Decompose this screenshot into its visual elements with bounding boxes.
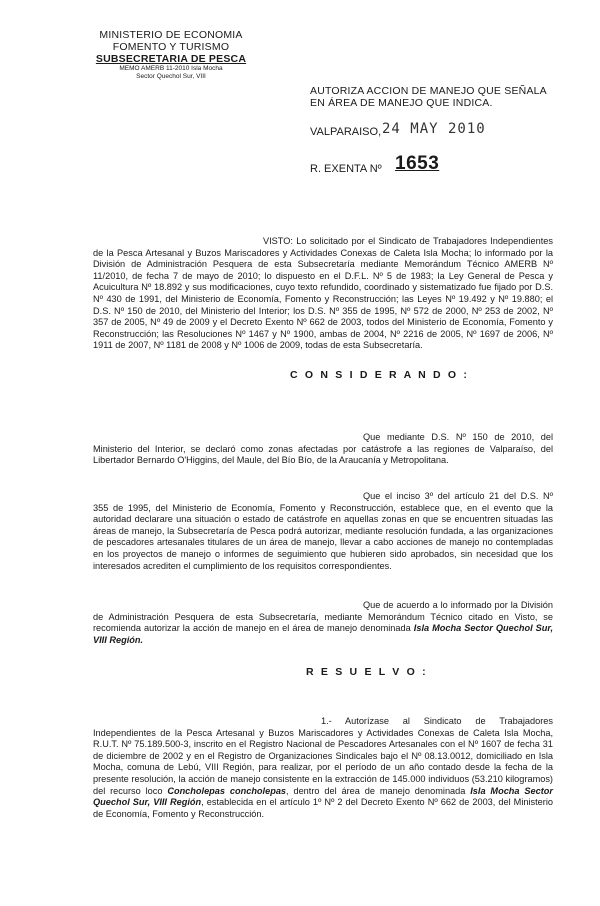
subject-line-2: EN ÁREA DE MANEJO QUE INDICA.	[310, 97, 493, 109]
considerando-paragraph-3	[93, 600, 553, 646]
resuelvo-paragraph-1	[93, 716, 553, 820]
exenta-label: R. EXENTA Nº	[310, 163, 382, 175]
considerando-text-3: Que de acuerdo a lo informado por la División de Administración Pesquera de esta Subsecretaría, mediante Memorándum Técnico citado en Visto, se recomienda autorizar la acción de manejo en el área de manejo denominada	[93, 600, 553, 634]
considerando-text-2: Que el inciso 3º del artículo 21 del D.S. Nº 355 de 1995, del Ministerio de Economía, Fomento y Reconstrucción, establece que, en el evento que la autoridad declarare una situación o estado de catástrofe en aquellas zonas en que se encuentren situadas las áreas de manejo, la Subsecretaría de Pesca podrá autorizar, mediante resolución fundada, a las organizaciones de pescadores artesanales titulares de un área de manejo, llevar a cabo acciones de manejo no contempladas en los proyectos de manejo o informes de seguimiento que hubieren sido aprobados, sin necesidad que los interesados acrediten el cumplimiento de los requisitos correspondientes.	[93, 491, 553, 571]
visto-label: VISTO:	[263, 236, 293, 246]
visto-paragraph	[93, 236, 553, 352]
memo-sector: Sector Quechol Sur, VIII	[136, 73, 206, 80]
considerando-paragraph-2	[93, 491, 553, 572]
visto-text: Lo solicitado por el Sindicato de Trabajadores Independientes de la Pesca Artesanal y Buzos Mariscadores y Actividades Conexas de Caleta Isla Mocha; lo informado por la División de Administración Pesquera de esta Subsecretaría mediante Memorándum Técnico AMERB Nº 11/2010, de fecha 7 de mayo de 2010; lo dispuesto en el D.F.L. Nº 5 de 1983; la Ley General de Pesca y Acuicultura Nº 18.892 y sus modificaciones, cuyo texto refundido, coordinado y sistematizado fue fijado por D.S. Nº 430 de 1991, del Ministerio de Economía, Fomento y Reconstrucción; las Leyes Nº 19.492 y Nº 19.880; el D.S. Nº 150 de 2010, del Ministerio del Interior; los D.S. Nº 355 de 1995, Nº 572 de 2000, Nº 253 de 2002, Nº 357 de 2005, Nº 49 de 2009 y el Decreto Exento Nº 662 de 2003, todos del Ministerio de Economía, Fomento y Reconstrucción; las Resoluciones Nº 1467 y Nº 1900, ambas de 2004, Nº 2216 de 2005, Nº 1697 de 2006, Nº 1911 de 2007, Nº 1181 de 2008 y Nº 1006 de 2009, todas de esta Subsecretaría.	[93, 236, 553, 351]
area-name-resuelvo: Isla Mocha Sector Quechol Sur, VIII Región	[93, 785, 553, 808]
subsecretaria-name: SUBSECRETARIA DE PESCA	[95, 53, 247, 65]
ministry-name: MINISTERIO DE ECONOMIA	[99, 29, 243, 41]
resuelvo-text-end: , establecida en el artículo 1º Nº 2 del Decreto Exento Nº 662 de 2003, del Ministerio de Economía, Fomento y Reconstrucción.	[93, 797, 553, 819]
exenta-number: 1653	[395, 153, 440, 174]
ministry-subtitle: FOMENTO Y TURISMO	[112, 41, 230, 53]
date-stamp: 24 MAY 2010	[382, 121, 486, 137]
species-name: Concholepas concholepas	[167, 785, 287, 796]
resuelvo-text-mid: , dentro del área de manejo denominada	[286, 785, 466, 796]
resuelvo-heading: R E S U E L V O :	[306, 666, 428, 678]
area-name-considerando: Isla Mocha Sector Quechol Sur, VIII Región.	[93, 623, 554, 645]
subject-line-1: AUTORIZA ACCION DE MANEJO QUE SEÑALA	[310, 85, 547, 97]
resolution-subject	[310, 85, 570, 109]
place-label: VALPARAISO,	[310, 126, 382, 138]
considerando-paragraph-1	[93, 432, 553, 467]
considerando-heading: C O N S I D E R A N D O :	[290, 369, 470, 381]
ministry-header	[76, 29, 266, 81]
resuelvo-text-start: 1.- Autorízase al Sindicato de Trabajadores Independientes de la Pesca Artesanal y Buzos Mariscadores y Actividades Conexas de Caleta Isla Mocha, R.U.T. Nº 75.189.500-3, inscrito en el Registro Nacional de Pescadores Artesanales con el Nº 1607 de fecha 31 de diciembre de 2002 y en el Registro de Organizaciones Sindicales bajo el Nº 08.13.0012, domiciliado en Isla Mocha, comuna de Lebú, VIII Región, para realizar, por el período de un año contado desde la fecha de la presente resolución, la acción de manejo consistente en la extracción de 145.000 individuos (53.210 kilogramos) del recurso loco	[93, 716, 553, 796]
considerando-text-1: Que mediante D.S. Nº 150 de 2010, del Ministerio del Interior, se declaró como zonas afectadas por catástrofe a las regiones de Valparaíso, del Libertador Bernardo O'Higgins, del Maule, del Bío Bío, de la Araucanía y Metropolitana.	[93, 432, 553, 466]
memo-reference: MEMO AMERB 11-2010 Isla Mocha	[119, 65, 223, 72]
